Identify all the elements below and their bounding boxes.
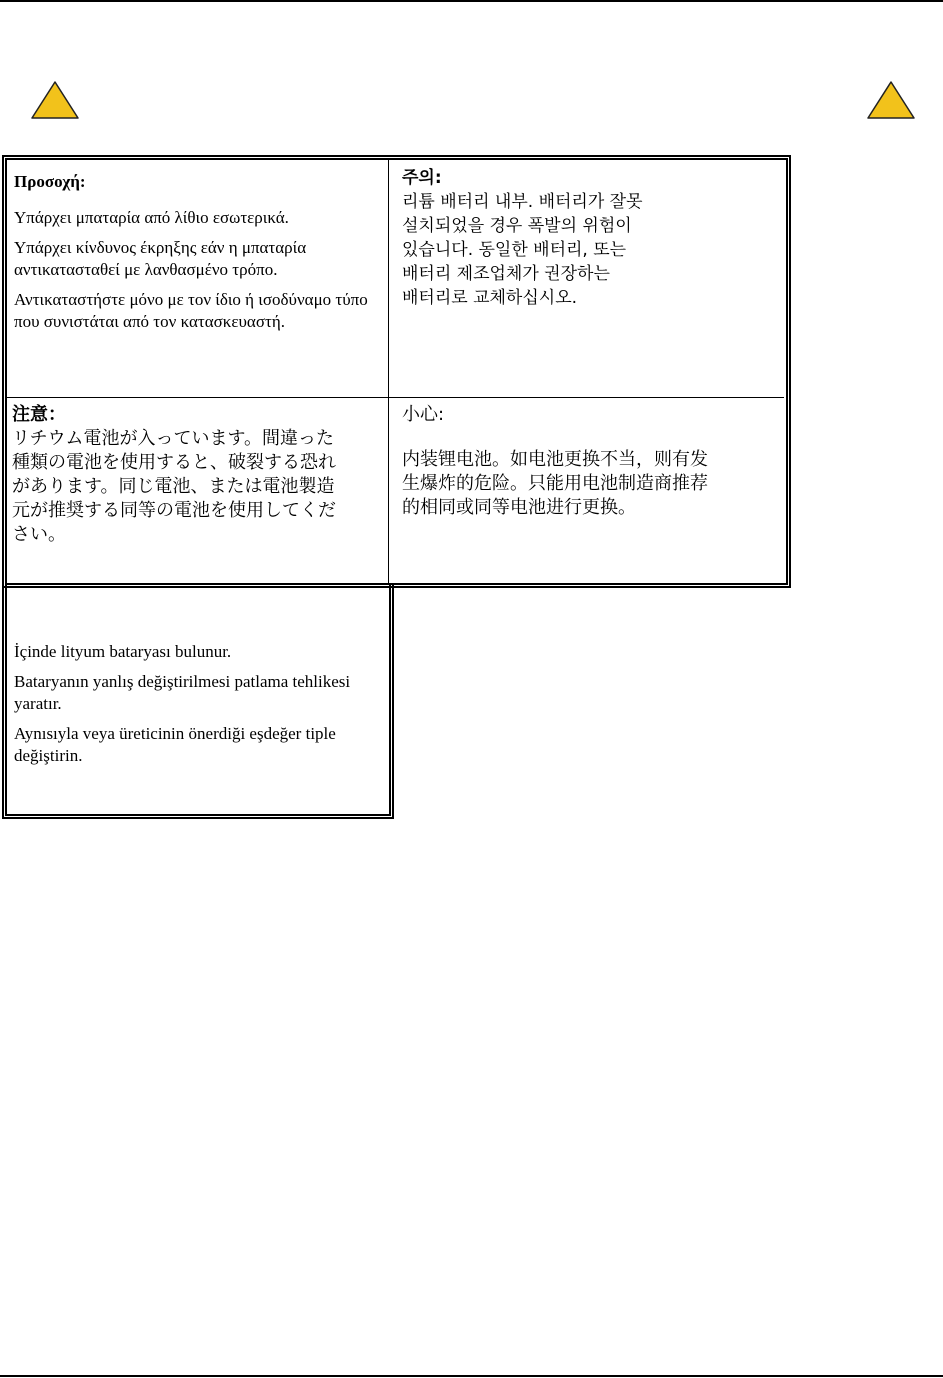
korean-caution-cell (402, 166, 702, 310)
japanese-caution-text: 元が推奨する同等の電池を使用してくだ (12, 500, 336, 521)
korean-caution-title: 주의: (402, 168, 442, 188)
turkish-caution-text: İçinde lityum bataryası bulunur. (14, 642, 232, 661)
table-column-divider (388, 160, 389, 584)
greek-caution-text: Υπάρχει κίνδυνος έκρηξης εάν η μπαταρία αντικατασταθεί με λανθασμένο τρόπο. (14, 238, 307, 279)
turkish-caution-cell (14, 641, 374, 775)
header-rule (0, 0, 943, 2)
turkish-caution-text: Bataryanın yanlış değiştirilmesi patlama tehlikesi yaratır. (14, 672, 351, 713)
korean-caution-text: 배터리로 교체하십시오. (402, 288, 578, 308)
table-row-divider (7, 397, 784, 398)
korean-caution-text: 있습니다. 동일한 배터리, 또는 (402, 240, 627, 260)
warning-triangle-icon (30, 80, 80, 120)
korean-caution-text: 리튬 배터리 내부. 배터리가 잘못 (402, 192, 643, 212)
japanese-caution-text: 種類の電池を使用すると、破裂する恐れ (12, 452, 336, 473)
japanese-caution-text: があります。同じ電池、または電池製造 (12, 476, 335, 497)
greek-caution-text: Αντικαταστήστε μόνο με τον ίδιο ή ισοδύναμο τύπο που συνιστάται από τον κατασκευαστή. (14, 290, 368, 331)
chinese-caution-text: 的相同或同等电池进行更换。 (402, 497, 636, 518)
chinese-caution-title: 小心: (402, 404, 445, 425)
chinese-caution-text: 生爆炸的危险。只能用电池制造商推荐 (402, 473, 708, 494)
japanese-caution-title: 注意： (12, 404, 66, 425)
greek-caution-cell (14, 171, 384, 341)
japanese-caution-cell (12, 403, 372, 547)
greek-caution-text: Υπάρχει μπαταρία από λίθιο εσωτερικά. (14, 208, 289, 227)
chinese-caution-cell (402, 403, 772, 520)
warning-triangle-icon (866, 80, 916, 120)
greek-caution-title: Προσοχή: (14, 172, 86, 191)
japanese-caution-text: リチウム電池が入っています。間違った (12, 428, 335, 449)
table-row-divider-lower (7, 583, 389, 584)
chinese-caution-text: 内装锂电池。如电池更换不当，则有发 (402, 449, 708, 470)
korean-caution-text: 설치되었을 경우 폭발의 위험이 (402, 216, 632, 236)
footer-rule (0, 1375, 943, 1377)
turkish-caution-text: Aynısıyla veya üreticinin önerdiği eşdeğer tiple değiştirin. (14, 724, 336, 765)
japanese-caution-text: さい。 (12, 524, 66, 545)
korean-caution-text: 배터리 제조업체가 권장하는 (402, 264, 610, 284)
